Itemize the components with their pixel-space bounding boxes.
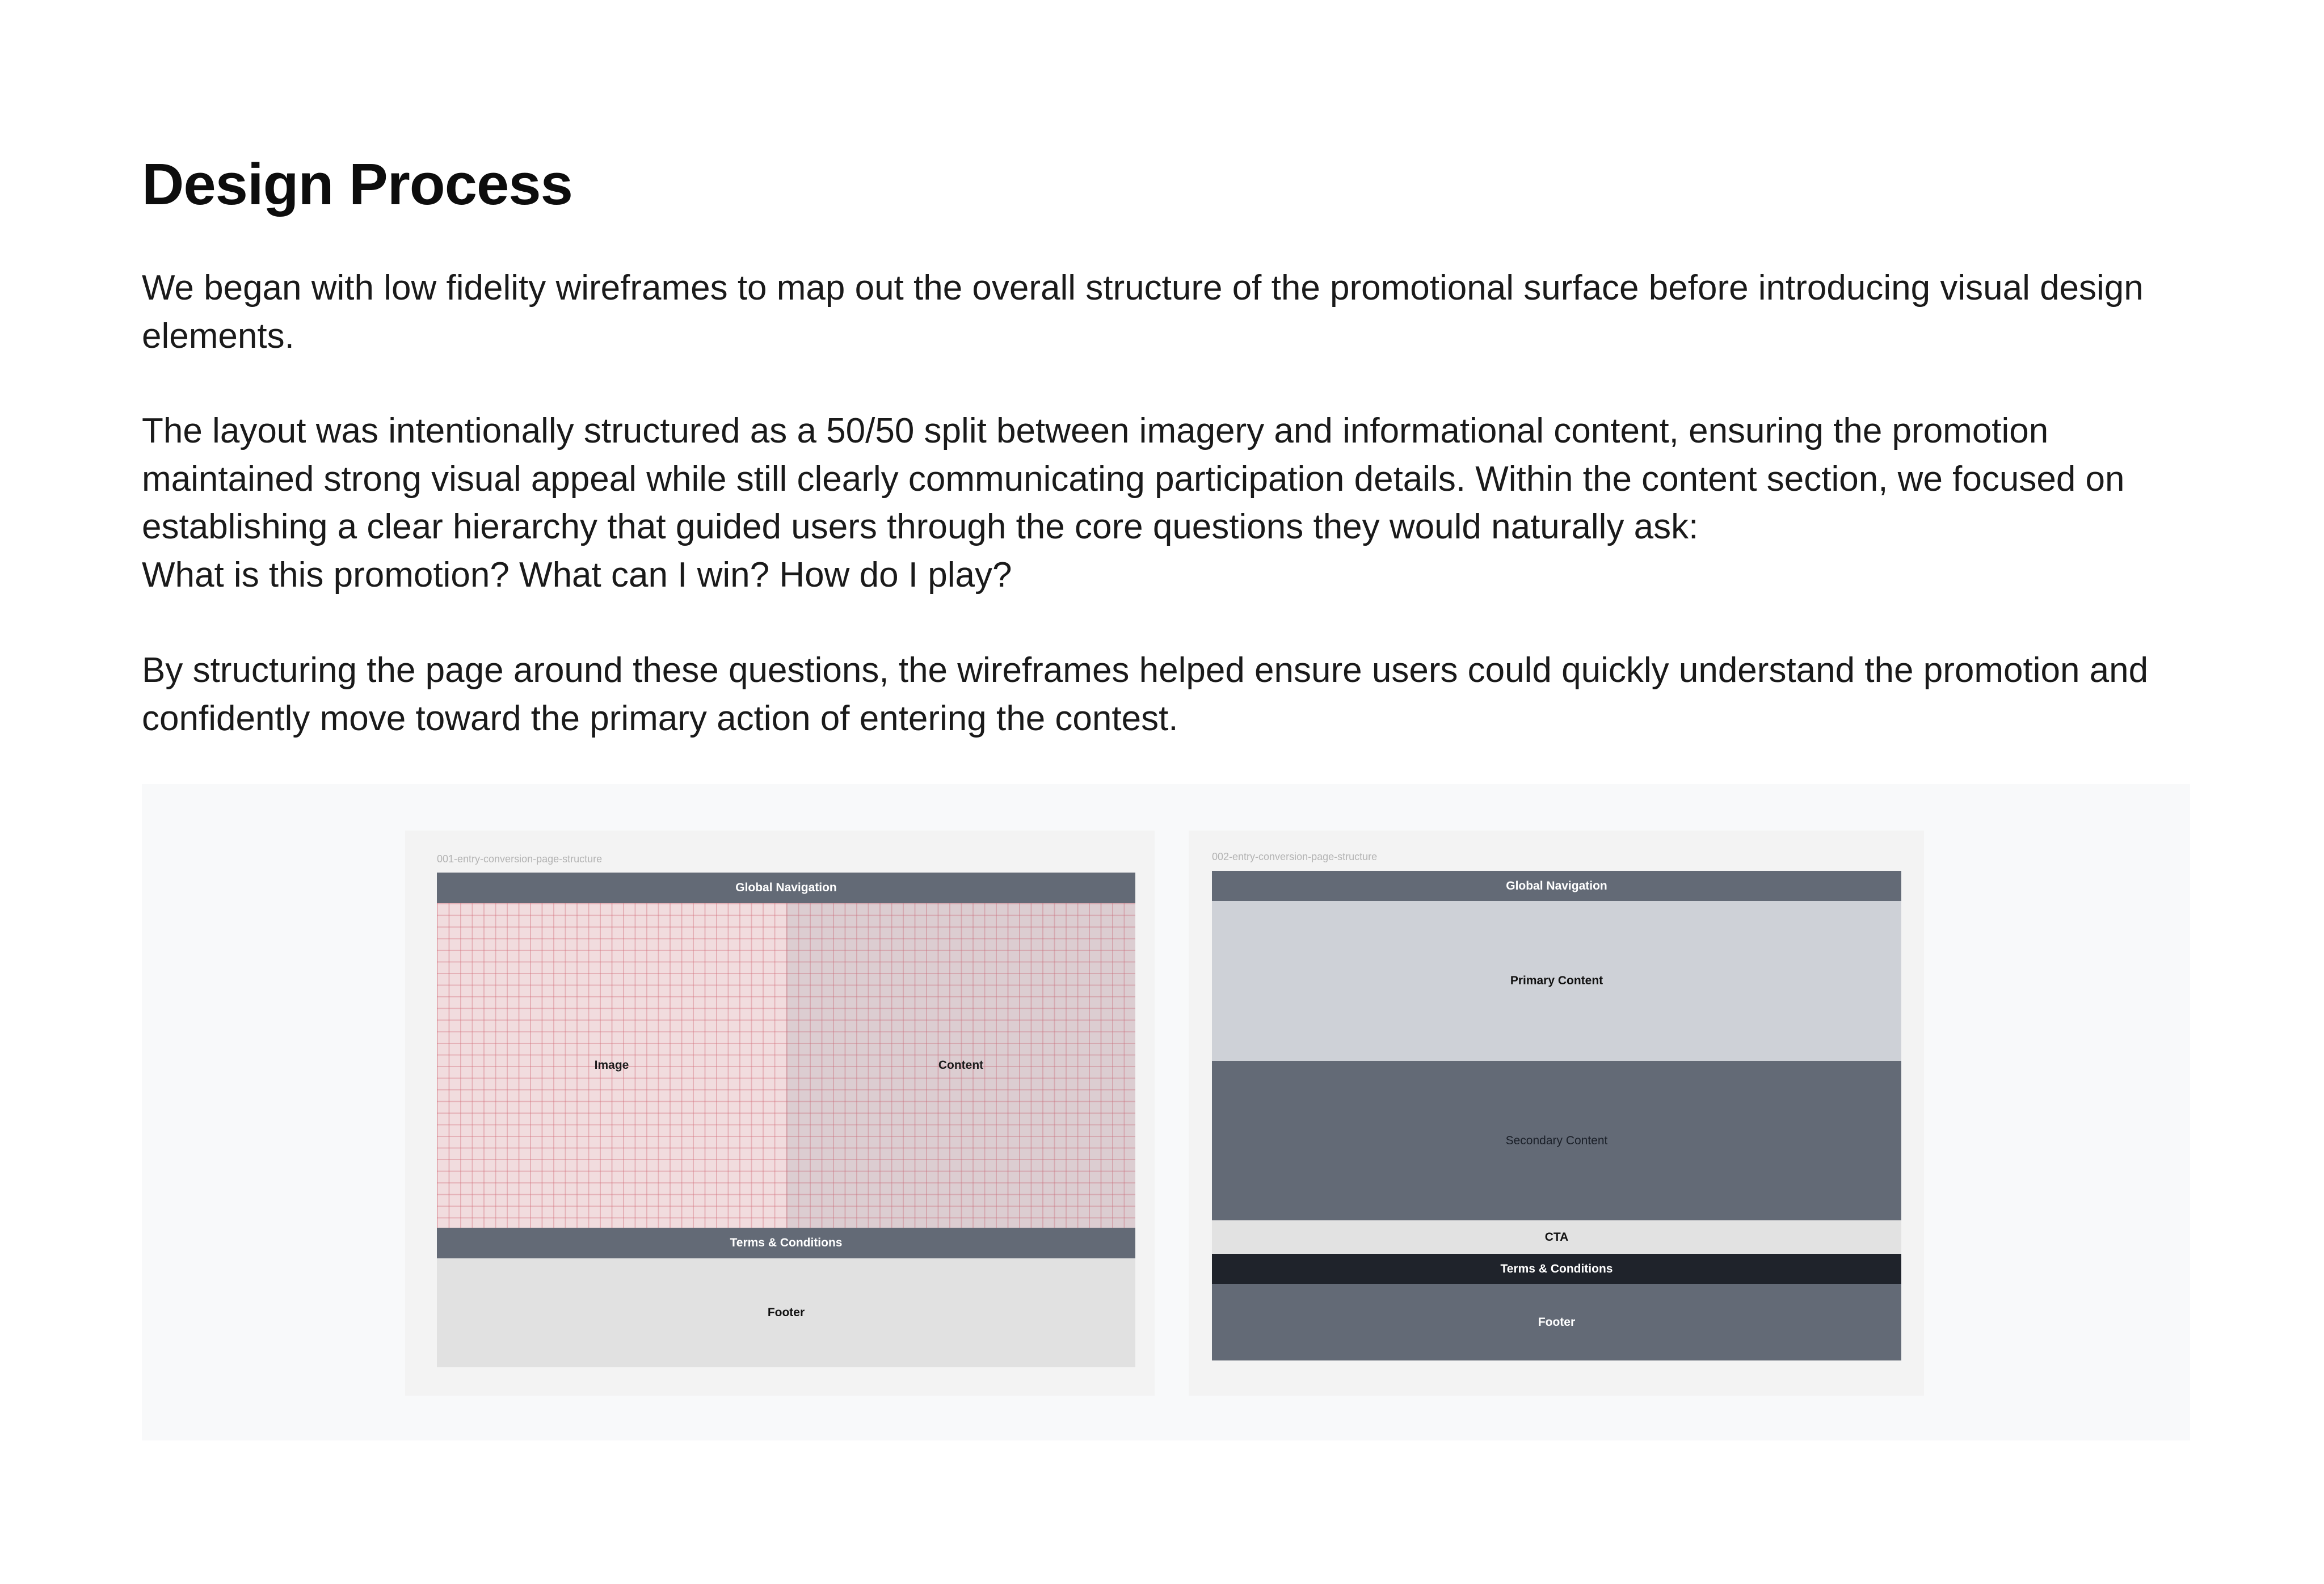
wireframe-2-terms-block: Terms & Conditions — [1212, 1254, 1901, 1284]
wireframe-2-label: 002-entry-conversion-page-structure — [1212, 851, 1378, 862]
wireframe-1-footer-block: Footer — [437, 1258, 1135, 1367]
section-title: Design Process — [142, 151, 572, 217]
wireframe-2-cta-block: CTA — [1212, 1220, 1901, 1254]
wireframe-1-content-block: Content — [786, 903, 1135, 1228]
paragraph-layout: The layout was intentionally structured as a 50/50 split between imagery and informational content, ensuring the promotion maintained strong visual appeal while still clearly communicating participation details. Within the content section, we focused on establishing a clear hierarchy that guided users through the core questions they would naturally ask: What is this promotion? What can I win? How do I play? — [142, 411, 2125, 595]
wireframe-1-global-navigation: Global Navigation — [437, 873, 1135, 903]
wireframe-1-label: 001-entry-conversion-page-structure — [437, 853, 603, 865]
wireframe-1-image-block: Image — [437, 903, 786, 1228]
paragraph-intro: We began with low fidelity wireframes to map out the overall structure of the promotional surface before introducing visual design elements. — [142, 268, 2144, 356]
wireframe-1-terms-block: Terms & Conditions — [437, 1228, 1135, 1258]
wireframe-2-secondary-content-block: Secondary Content — [1212, 1061, 1901, 1220]
wireframe-2-primary-content-block: Primary Content — [1212, 901, 1901, 1061]
paragraph-outcome: By structuring the page around these questions, the wireframes helped ensure users could quickly understand the promotion and confidently move toward the primary action of entering the contest. — [142, 651, 2149, 738]
wireframe-2-global-navigation: Global Navigation — [1212, 871, 1901, 901]
wireframe-2-footer-block: Footer — [1212, 1284, 1901, 1360]
